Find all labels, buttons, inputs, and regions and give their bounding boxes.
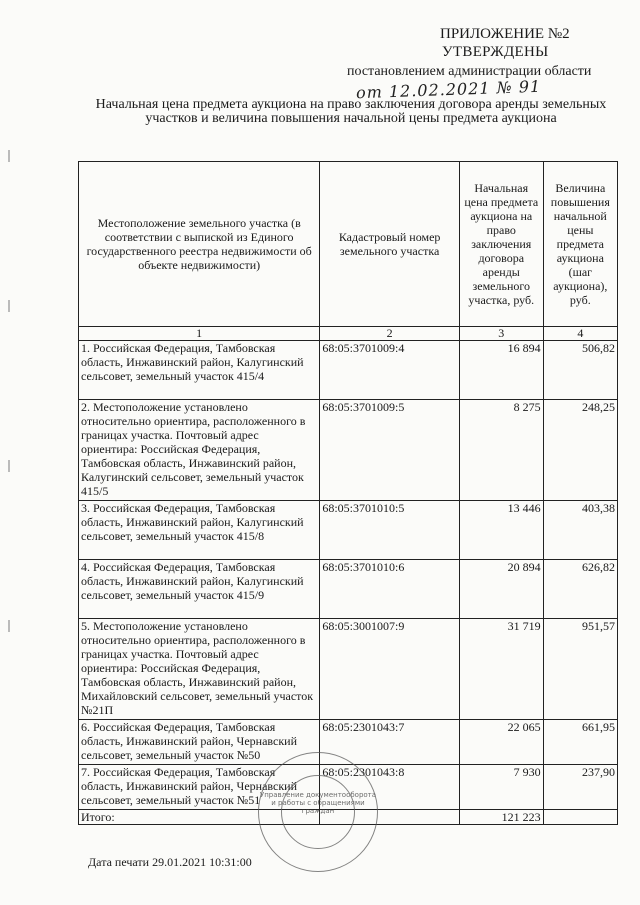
price-cell: 31 719 xyxy=(459,619,543,720)
location-cell: 2. Местоположение установлено относительно ориентира, расположенного в границах участка. Почтовый адрес ориентира: Российская Федерация, Тамбовская область, Инжавинский район, Калугинский сельсовет, земельный участок 415/5 xyxy=(79,400,320,501)
step-cell: 661,95 xyxy=(543,720,617,765)
header-location: Местоположение земельного участка (в соответствии с выпиской из Единого государственного реестра недвижимости об объекте недвижимости) xyxy=(79,162,320,327)
column-number: 3 xyxy=(459,327,543,341)
stamp-text: Управление документооборота и работы с обращениями граждан xyxy=(259,791,377,815)
total-empty-cell xyxy=(320,810,460,825)
decree-label: постановлением администрации области xyxy=(347,64,592,79)
price-cell: 13 446 xyxy=(459,501,543,560)
step-cell: 248,25 xyxy=(543,400,617,501)
auction-table xyxy=(78,161,618,825)
price-cell: 7 930 xyxy=(459,765,543,810)
table-header-row xyxy=(79,162,618,327)
column-number: 1 xyxy=(79,327,320,341)
total-empty-cell xyxy=(543,810,617,825)
table-row xyxy=(79,400,618,501)
cadastral-cell: 68:05:3701010:6 xyxy=(320,560,460,619)
table-row xyxy=(79,720,618,765)
step-cell: 626,82 xyxy=(543,560,617,619)
header-start-price: Начальная цена предмета аукциона на право заключения договора аренды земельного участка, руб. xyxy=(459,162,543,327)
location-cell: 5. Местоположение установлено относительно ориентира, расположенного в границах участка. Почтовый адрес ориентира: Российская Федерация, Тамбовская область, Инжавинский район, Михайловский сельсовет, земельный участок №21П xyxy=(79,619,320,720)
price-cell: 16 894 xyxy=(459,341,543,400)
cadastral-cell: 68:05:3701009:5 xyxy=(320,400,460,501)
scan-mark xyxy=(8,460,10,472)
cadastral-cell: 68:05:3701010:5 xyxy=(320,501,460,560)
column-number: 2 xyxy=(320,327,460,341)
total-label: Итого: xyxy=(79,810,320,825)
print-date: Дата печати 29.01.2021 10:31:00 xyxy=(88,855,252,869)
table-row xyxy=(79,765,618,810)
step-cell: 506,82 xyxy=(543,341,617,400)
header-cadastral: Кадастровый номер земельного участка xyxy=(320,162,460,327)
location-cell: 1. Российская Федерация, Тамбовская область, Инжавинский район, Калугинский сельсовет, земельный участок 415/4 xyxy=(79,341,320,400)
cadastral-cell: 68:05:3001007:9 xyxy=(320,619,460,720)
cadastral-cell: 68:05:2301043:8 xyxy=(320,765,460,810)
table-row xyxy=(79,560,618,619)
total-row xyxy=(79,810,618,825)
table-row xyxy=(79,619,618,720)
scan-mark xyxy=(8,300,10,312)
price-cell: 20 894 xyxy=(459,560,543,619)
location-cell: 4. Российская Федерация, Тамбовская область, Инжавинский район, Калугинский сельсовет, земельный участок 415/9 xyxy=(79,560,320,619)
location-cell: 3. Российская Федерация, Тамбовская область, Инжавинский район, Калугинский сельсовет, земельный участок 415/8 xyxy=(79,501,320,560)
price-cell: 8 275 xyxy=(459,400,543,501)
cadastral-cell: 68:05:2301043:7 xyxy=(320,720,460,765)
document-title: Начальная цена предмета аукциона на право заключения договора аренды земельных участков и величина повышения начальной цены предмета аукциона xyxy=(95,97,607,126)
step-cell: 403,38 xyxy=(543,501,617,560)
total-price: 121 223 xyxy=(459,810,543,825)
handwritten-date: от 12.02.2021 № 91 xyxy=(355,76,542,103)
table-row xyxy=(79,501,618,560)
column-numbers-row xyxy=(79,327,618,341)
scan-mark xyxy=(8,150,10,162)
location-cell: 6. Российская Федерация, Тамбовская область, Инжавинский район, Чернавский сельсовет, земельный участок №50 xyxy=(79,720,320,765)
cadastral-cell: 68:05:3701009:4 xyxy=(320,341,460,400)
location-cell: 7. Российская Федерация, Тамбовская область, Инжавинский район, Чернавский сельсовет, земельный участок №51 xyxy=(79,765,320,810)
table-row xyxy=(79,341,618,400)
column-number: 4 xyxy=(543,327,617,341)
appendix-label: ПРИЛОЖЕНИЕ №2 xyxy=(440,26,570,42)
step-cell: 951,57 xyxy=(543,619,617,720)
price-cell: 22 065 xyxy=(459,720,543,765)
approved-label: УТВЕРЖДЕНЫ xyxy=(442,44,549,60)
header-auction-step: Величина повышения начальной цены предмета аукциона (шаг аукциона), руб. xyxy=(543,162,617,327)
step-cell: 237,90 xyxy=(543,765,617,810)
scan-mark xyxy=(8,620,10,632)
